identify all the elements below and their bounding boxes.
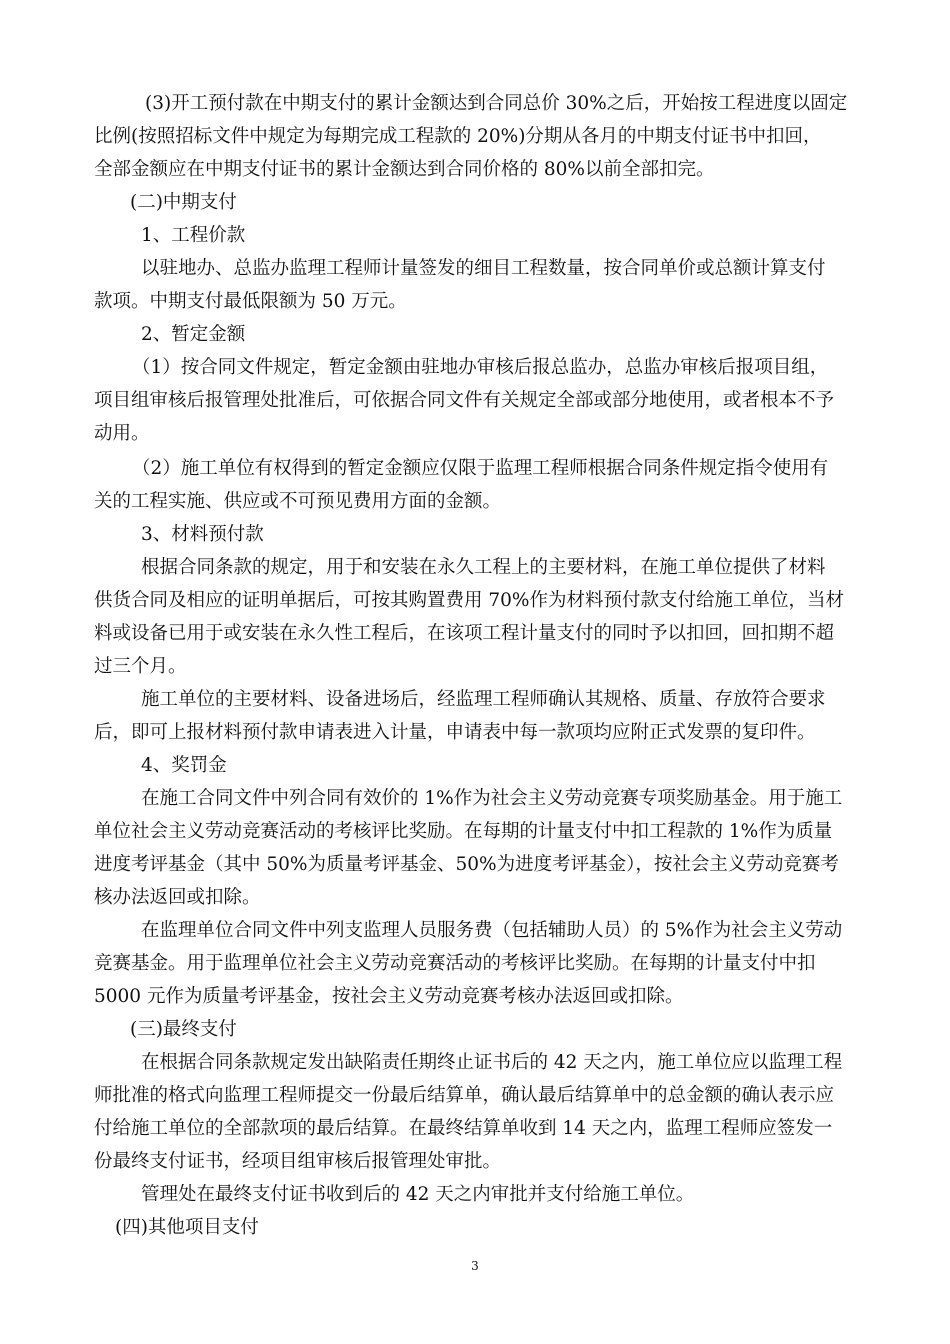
subsection-heading: 3、材料预付款 xyxy=(141,524,264,545)
section-heading: (三)最终支付 xyxy=(130,1019,237,1040)
text-line: 过三个月。 xyxy=(94,656,187,677)
text-line: （2）施工单位有权得到的暂定金额应仅限于监理工程师根据合同条件规定指令使用有 xyxy=(132,458,829,479)
text-line: 管理处在最终支付证书收到后的 42 天之内审批并支付给施工单位。 xyxy=(141,1184,695,1205)
text-line: 根据合同条款的规定，用于和安装在永久工程上的主要材料，在施工单位提供了材料 xyxy=(141,557,826,578)
text-line: 核办法返回或扣除。 xyxy=(94,887,261,908)
text-line: 师批准的格式向监理工程师提交一份最后结算单，确认最后结算单中的总金额的确认表示应 xyxy=(94,1085,835,1106)
text-line: 单位社会主义劳动竞赛活动的考核评比奖励。在每期的计量支付中扣工程款的 1%作为质量 xyxy=(94,821,833,842)
subsection-heading: 4、奖罚金 xyxy=(141,755,227,776)
subsection-heading: 1、工程价款 xyxy=(141,225,246,246)
text-line: 关的工程实施、供应或不可预见费用方面的金额。 xyxy=(94,491,502,512)
text-line: （1）按合同文件规定，暂定金额由驻地办审核后报总监办，总监办审核后报项目组， xyxy=(132,357,829,378)
section-heading: (二)中期支付 xyxy=(130,192,237,213)
text-line: 份最终支付证书，经项目组审核后报管理处审批。 xyxy=(94,1151,502,1172)
text-line: 在根据合同条款规定发出缺陷责任期终止证书后的 42 天之内，施工单位应以监理工程 xyxy=(141,1052,843,1073)
text-line: 进度考评基金（其中 50%为质量考评基金、50%为进度考评基金），按社会主义劳动竞赛考 xyxy=(94,854,839,875)
text-line: 料或设备已用于或安装在永久性工程后，在该项工程计量支付的同时予以扣回，回扣期不超 xyxy=(94,623,835,644)
text-line: 比例(按照招标文件中规定为每期完成工程款的 20%)分期从各月的中期支付证书中扣回， xyxy=(94,126,822,147)
text-line: 后，即可上报材料预付款申请表进入计量，申请表中每一款项均应附正式发票的复印件。 xyxy=(94,722,816,743)
text-line: 付给施工单位的全部款项的最后结算。在最终结算单收到 14 天之内，监理工程师应签发一 xyxy=(94,1118,833,1139)
page-number: 3 xyxy=(471,1259,479,1273)
text-line: 在施工合同文件中列合同有效价的 1%作为社会主义劳动竞赛专项奖励基金。用于施工 xyxy=(141,788,843,809)
subsection-heading: 2、暂定金额 xyxy=(141,324,246,345)
text-line: 项目组审核后报管理处批准后，可依据合同文件有关规定全部或部分地使用，或者根本不予 xyxy=(94,390,835,411)
text-line: 施工单位的主要材料、设备进场后，经监理工程师确认其规格、质量、存放符合要求 xyxy=(141,689,826,710)
text-line: 在监理单位合同文件中列支监理人员服务费（包括辅助人员）的 5%作为社会主义劳动 xyxy=(141,920,843,941)
section-heading: (四)其他项目支付 xyxy=(115,1217,259,1238)
text-line: (3)开工预付款在中期支付的累计金额达到合同总价 30%之后，开始按工程进度以固定 xyxy=(145,93,848,114)
text-line: 供货合同及相应的证明单据后，可按其购置费用 70%作为材料预付款支付给施工单位，当材 xyxy=(94,590,845,611)
text-line: 以驻地办、总监办监理工程师计量签发的细目工程数量，按合同单价或总额计算支付 xyxy=(141,258,826,279)
text-line: 5000 元作为质量考评基金，按社会主义劳动竞赛考核办法返回或扣除。 xyxy=(94,986,684,1007)
text-line: 竞赛基金。用于监理单位社会主义劳动竞赛活动的考核评比奖励。在每期的计量支付中扣 xyxy=(94,953,816,974)
text-line: 款项。中期支付最低限额为 50 万元。 xyxy=(94,291,407,312)
text-line: 全部金额应在中期支付证书的累计金额达到合同价格的 80%以前全部扣完。 xyxy=(94,159,715,180)
text-line: 动用。 xyxy=(94,423,150,444)
